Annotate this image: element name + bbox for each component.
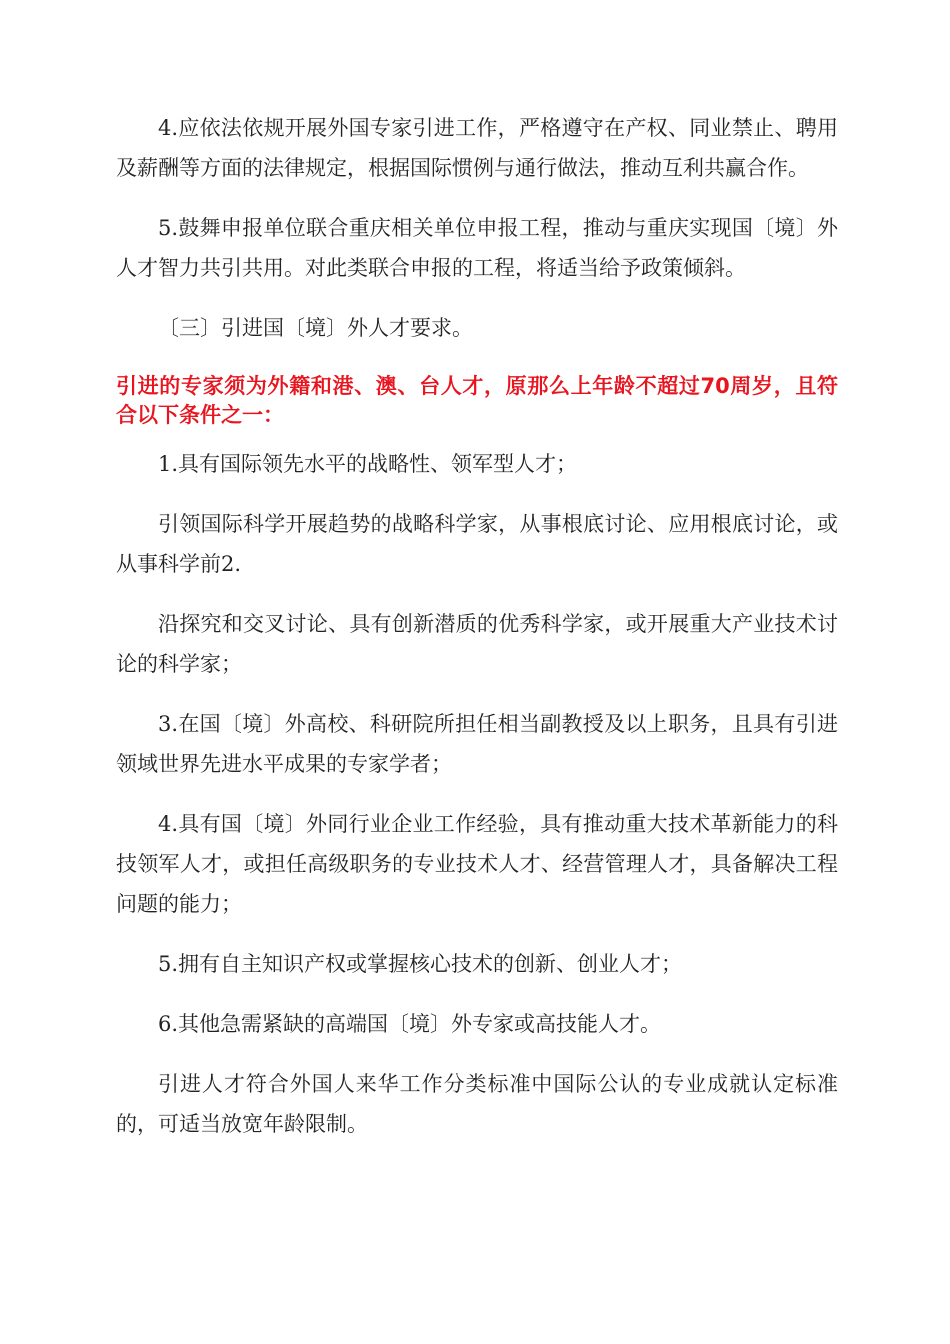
condition-paragraph: 引领国际科学开展趋势的战略科学家，从事根底讨论、应用根底讨论，或从事科学前2. [116,512,838,576]
condition-item-1: 1.具有国际领先水平的战略性、领军型人才； [158,452,578,476]
highlighted-requirement: 引进的专家须为外籍和港、澳、台人才，原那么上年龄不超过70周岁，且符合以下条件之一： [116,374,838,427]
document-body [116,108,838,1164]
paragraph-item-5: 5.鼓舞申报单位联合重庆相关单位申报工程，推动与重庆实现国〔境〕外人才智力共引共用。对此类联合申报的工程，将适当给予政策倾斜。 [116,216,838,280]
condition-item-6: 6.其他急需紧缺的高端国〔境〕外专家或高技能人才。 [158,1012,662,1036]
age-exception-note: 引进人才符合外国人来华工作分类标准中国际公认的专业成就认定标准的，可适当放宽年龄限制。 [116,1072,838,1136]
section-heading: 〔三〕引进国〔境〕外人才要求。 [158,316,473,340]
condition-item-3: 3.在国〔境〕外高校、科研院所担任相当副教授及以上职务，且具有引进领域世界先进水平成果的专家学者； [116,712,838,776]
condition-item-5: 5.拥有自主知识产权或掌握核心技术的创新、创业人才； [158,952,683,976]
paragraph-item-4: 4.应依法依规开展外国专家引进工作，严格遵守在产权、同业禁止、聘用及薪酬等方面的法律规定，根据国际惯例与通行做法，推动互利共赢合作。 [116,116,838,180]
condition-item-4: 4.具有国〔境〕外同行业企业工作经验，具有推动重大技术革新能力的科技领军人才，或担任高级职务的专业技术人才、经营管理人才，具备解决工程问题的能力； [116,812,838,916]
condition-paragraph: 沿探究和交叉讨论、具有创新潜质的优秀科学家，或开展重大产业技术讨论的科学家； [116,612,838,676]
